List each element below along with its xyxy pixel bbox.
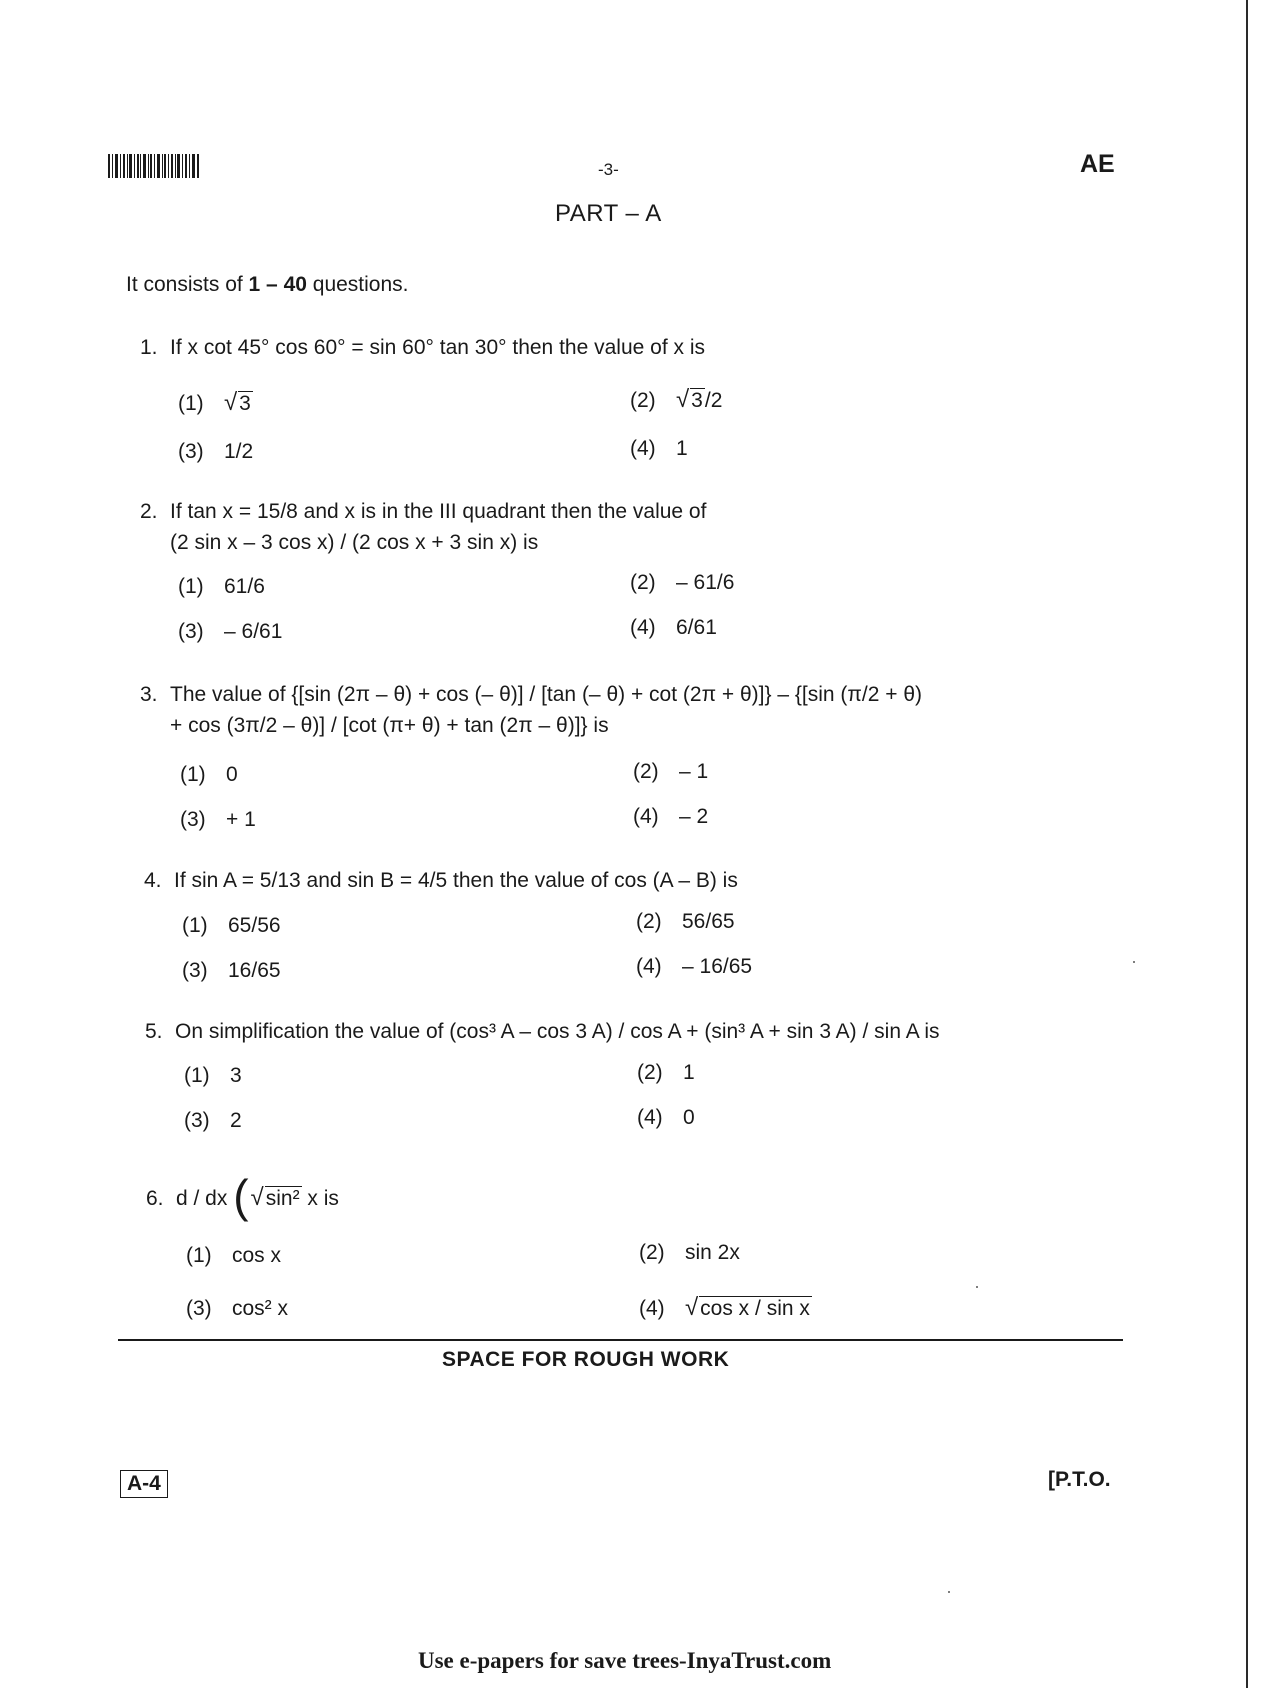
barcode-image	[108, 154, 200, 178]
option-5-1: (1) 3	[184, 1064, 242, 1087]
question-text-cont: + cos (3π/2 – θ)] / [cot (π+ θ) + tan (2π – θ)]} is	[170, 714, 609, 737]
rough-work-divider	[118, 1339, 1123, 1341]
question-text: If tan x = 15/8 and x is in the III quadrant then the value of	[170, 500, 707, 523]
page-number: -3-	[598, 160, 619, 179]
rough-work-label: SPACE FOR ROUGH WORK	[442, 1348, 730, 1371]
option-6-3: (3) cos² x	[186, 1297, 289, 1320]
option-2-2: (2) – 61/6	[630, 571, 735, 594]
option-2-1: (1) 61/6	[178, 575, 265, 598]
question-4: 4. If sin A = 5/13 and sin B = 4/5 then the value of cos (A – B) is	[144, 869, 738, 892]
option-3-3: (3) + 1	[180, 808, 256, 831]
question-1: 1. If x cot 45° cos 60° = sin 60° tan 30° then the value of x is	[140, 336, 705, 359]
option-3-4: (4) – 2	[633, 805, 709, 828]
part-title: PART – A	[555, 200, 662, 227]
question-6: 6. d / dx (√sin² x is	[146, 1170, 339, 1223]
question-text: If sin A = 5/13 and sin B = 4/5 then the value of cos (A – B) is	[174, 869, 738, 892]
square-root: √sin²	[250, 1184, 300, 1211]
option-5-2: (2) 1	[637, 1061, 695, 1084]
page-edge-line	[1246, 0, 1248, 1688]
option-4-3: (3) 16/65	[182, 959, 281, 982]
left-parenthesis: (	[233, 1170, 249, 1223]
square-root: √3	[224, 389, 251, 416]
option-5-3: (3) 2	[184, 1109, 242, 1132]
option-6-4: (4) √cos x / sin x	[639, 1294, 810, 1321]
scan-speck	[976, 1286, 978, 1288]
option-4-4: (4) – 16/65	[636, 955, 753, 978]
square-root: √cos x / sin x	[685, 1294, 810, 1321]
scan-speck	[948, 1591, 950, 1593]
option-3-1: (1) 0	[180, 763, 238, 786]
option-5-4: (4) 0	[637, 1106, 695, 1129]
option-1-2: (2) √3/2	[630, 386, 723, 413]
option-4-1: (1) 65/56	[182, 914, 281, 937]
please-turn-over: [P.T.O.	[1048, 1468, 1111, 1491]
option-6-1: (1) cos x	[186, 1244, 282, 1267]
question-text: d / dx	[176, 1187, 228, 1210]
option-6-2: (2) sin 2x	[639, 1241, 740, 1264]
option-2-4: (4) 6/61	[630, 616, 717, 639]
section-intro: It consists of 1 – 40 questions.	[126, 273, 409, 296]
square-root: √3	[676, 386, 703, 413]
question-text-cont: (2 sin x – 3 cos x) / (2 cos x + 3 sin x) is	[170, 531, 539, 554]
scan-speck	[1133, 961, 1135, 963]
question-2: 2. If tan x = 15/8 and x is in the III quadrant then the value of (2 sin x – 3 cos x) / (2 cos x + 3 sin x) is	[140, 496, 706, 558]
footer-watermark: Use e-papers for save trees-InyaTrust.com	[418, 1648, 832, 1673]
question-3: 3. The value of {[sin (2π – θ) + cos (– θ)] / [tan (– θ) + cot (2π + θ)]} – {[sin (π/2 + θ) + cos (3π/2 – θ)] / [cot (π+ θ) + tan (2π – θ)]} is	[140, 679, 922, 741]
option-3-2: (2) – 1	[633, 760, 709, 783]
question-5: 5. On simplification the value of (cos³ A – cos 3 A) / cos A + (sin³ A + sin 3 A) / sin A is	[145, 1020, 940, 1043]
question-text: If x cot 45° cos 60° = sin 60° tan 30° then the value of x is	[170, 336, 705, 359]
question-text: The value of {[sin (2π – θ) + cos (– θ)] / [tan (– θ) + cot (2π + θ)]} – {[sin (π/2 + θ)	[170, 683, 922, 706]
booklet-code: A-4	[120, 1470, 168, 1498]
option-4-2: (2) 56/65	[636, 910, 735, 933]
option-1-1: (1) √3	[178, 389, 251, 416]
option-2-3: (3) – 6/61	[178, 620, 283, 643]
option-1-4: (4) 1	[630, 437, 688, 460]
set-code: AE	[1080, 150, 1115, 178]
question-range: 1 – 40	[248, 273, 307, 296]
question-text: On simplification the value of (cos³ A – cos 3 A) / cos A + (sin³ A + sin 3 A) / sin A is	[175, 1020, 940, 1043]
option-1-3: (3) 1/2	[178, 440, 254, 463]
